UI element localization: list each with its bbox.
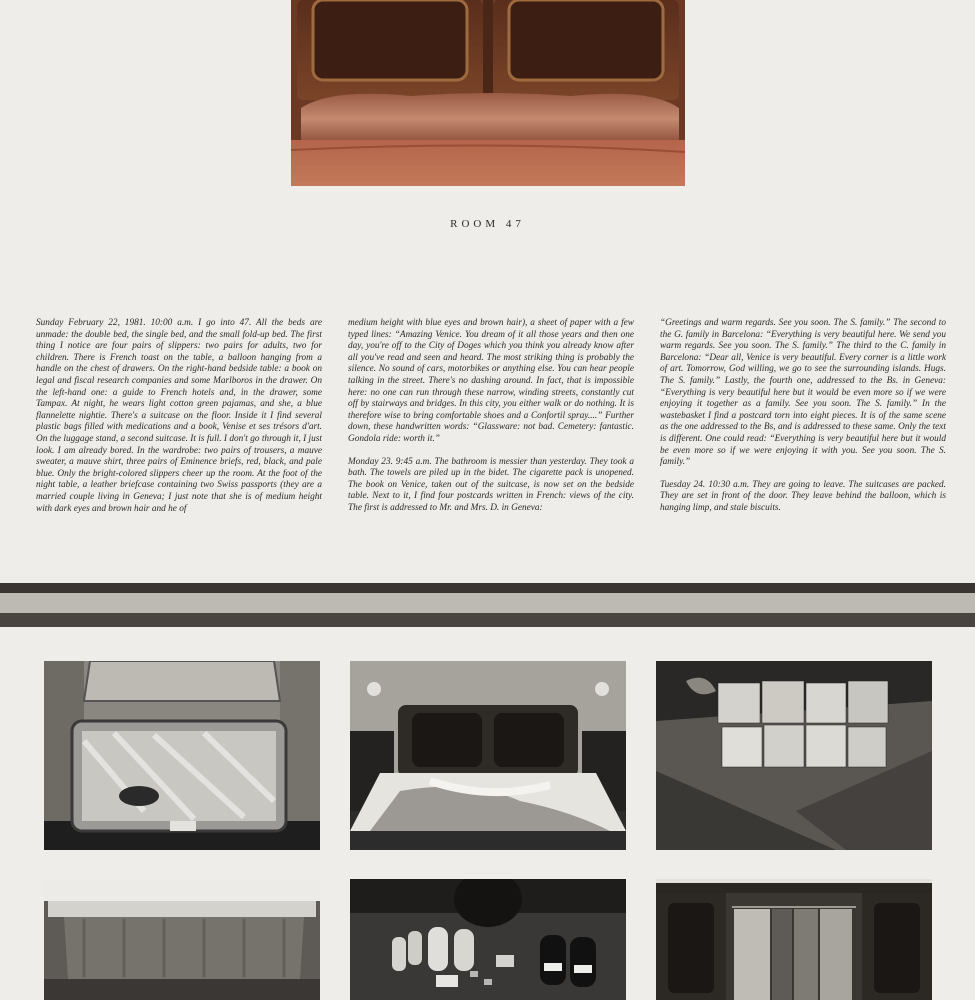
text-paragraph: Tuesday 24. 10:30 a.m. They are going to leave. The suitcases are packed. They are set in front of the door. They leave behind the balloon, which is hanging limp, and stale biscuits. [660, 479, 946, 513]
text-paragraph: “Greetings and warm regards. See you soon. The S. family.” The second to the G. family in Barcelona: “Everything is very beautiful here. We send you warm regards. See you soon. The S. family.” The third to the C. family in Barcelona: “Dear all, Venice is very beautiful. Every corner is a little work of art. Tomorrow, God willing, we go to see the surrounding islands. Hugs. The S. family.” Lastly, the fourth one, addressed to the Bs. in Geneva: “Everything is very beautiful here but it would be even more so if we were enjoying it together as a family. See you soon. The S. family.” In the wastebasket I find a postcard torn into eight pieces. It is of the same scene as the one addressed to the Bs, and is addressed to these same. Only the text is different. One could read: “Everything is very beautiful here but it would be even more so if we were enjoying it with you. See you soon. The S. family.” [660, 318, 946, 468]
wardrobe-photo [656, 879, 932, 1000]
text-paragraph: Monday 23. 9:45 a.m. The bathroom is messier than yesterday. They took a bath. The towels are piled up in the bidet. The cigarette pack is unopened. The book on Venice, taken out of the suitcase, is now set on the bedside table. Next to it, I find four postcards written in French: views of the city. The first is addressed to Mr. and Mrs. D. in Geneva: [348, 456, 634, 513]
wall-gap [0, 593, 975, 613]
frame-edge-bottom [0, 613, 975, 627]
room-title: ROOM 47 [450, 218, 525, 230]
postcards-photo [656, 661, 932, 850]
text-column-2 [348, 318, 634, 526]
bed-skirt-photo [44, 879, 320, 1000]
bottom-panel [0, 627, 975, 1000]
text-column-3 [660, 318, 946, 526]
bed-headboard-photo [291, 0, 685, 186]
text-column-1 [36, 318, 322, 526]
suitcase-photo [44, 661, 320, 850]
text-paragraph: medium height with blue eyes and brown hair), a sheet of paper with a few typed lines: “Amazing Venice. You dream of it all those years and then one day, you're off to the City of Doges which you think you already know after all you've read and seen and heard. The most striking thing is probably the silence. No sound of cars, motorbikes or anything else. You can hear people talking in the street. There's no dashing around. In fact, that is impossible here: no one can run through these narrow, winding streets, constantly cut off by stairways and bridges. In this city, you either walk or do nothing. It is therefore wise to bring comfortable shoes and a Confortil spray....” Further down, these handwritten words: “Glassware: not bad. Cemetery: fantastic. Gondola ride: worth it.” [348, 318, 634, 444]
frame-edge-top [0, 583, 975, 593]
text-paragraph: Sunday February 22, 1981. 10:00 a.m. I go into 47. All the beds are unmade: the double bed, the single bed, and the small fold-up bed. The first thing I notice are four pairs of slippers: two pairs for adults, two for children. There is French toast on the table, a balloon hanging from a handle on the chest of drawers. On the right-hand bedside table: a book on legal and fiscal research companies and some Marlboros in the drawer. On the left-hand one: a guide to French hotels and, in the drawer, some Tampax. At night, he wears light cotton green pajamas, and she, a blue flannelette nightie. There's a suitcase on the floor. Inside it I find several plastic bags filled with medications and a book, Venise et ses trésors d'art. On the luggage stand, a second suitcase. It is full. I don't go through it, I just look. I am already bored. In the wardrobe: two pairs of trousers, a mauve sweater, a mauve shirt, three pairs of Eminence briefs, red, black, and pale blue. Only the bright-colored slippers cheer up the room. At the foot of the night table, a leather briefcase containing two Swiss passports (they are a married couple living in Geneva; I just note that she is of medium height with dark eyes and brown hair and he of [36, 318, 322, 514]
double-bed-photo [350, 661, 626, 850]
slippers-photo [350, 879, 626, 1000]
